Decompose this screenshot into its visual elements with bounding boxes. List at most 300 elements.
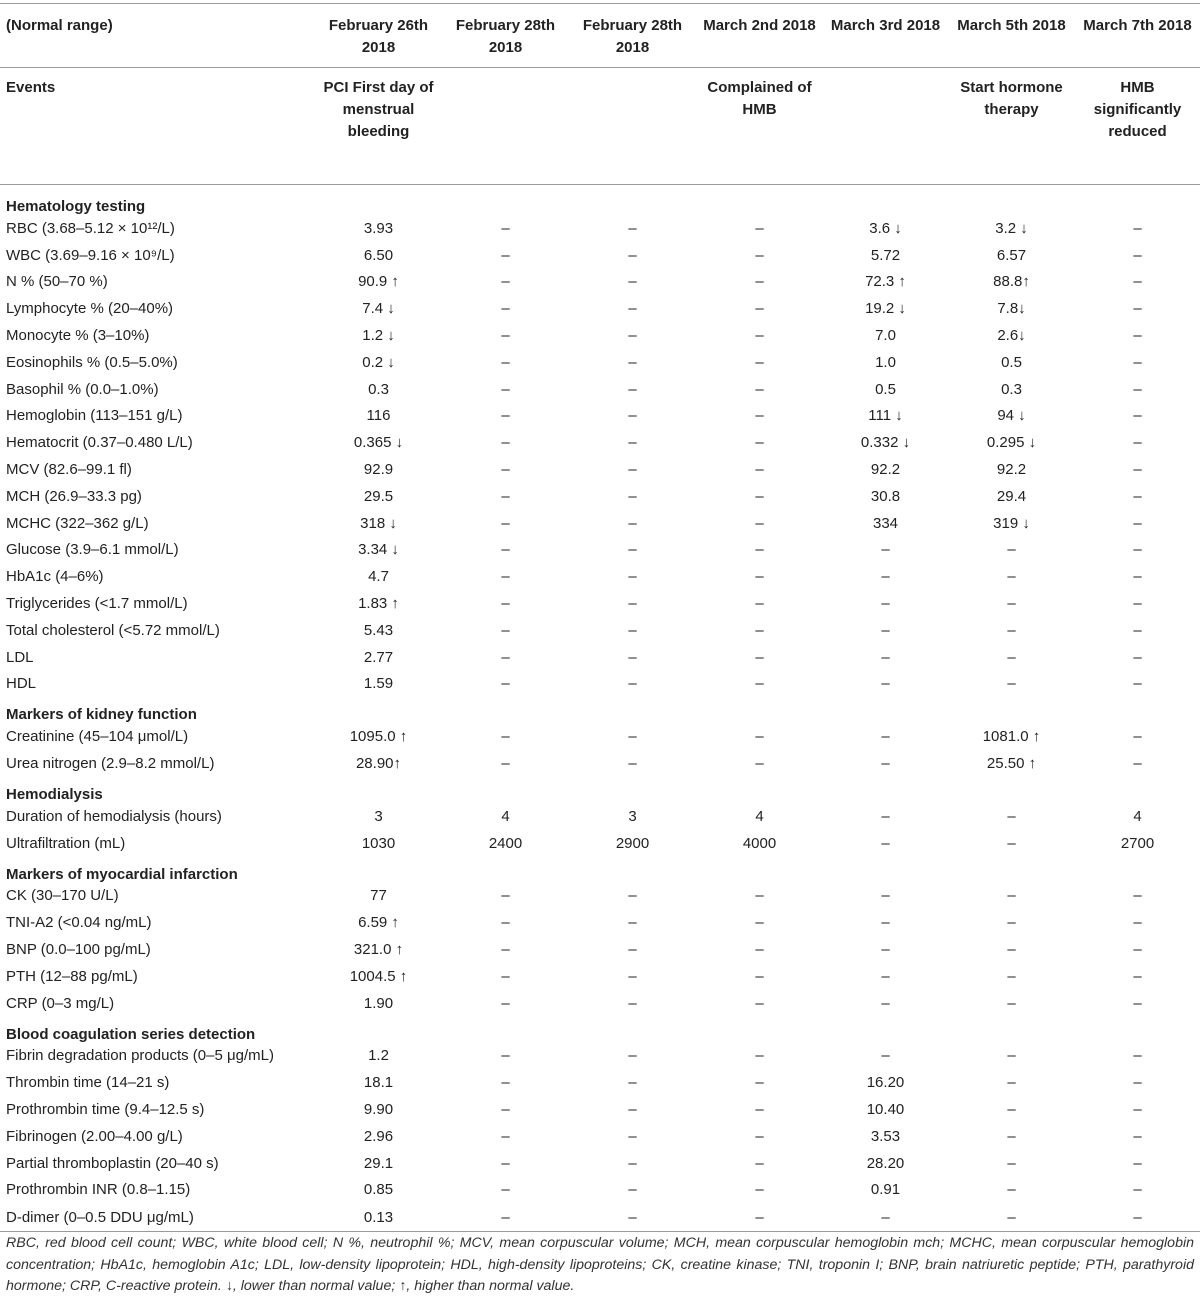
event-cell: Complained of HMB — [696, 68, 823, 185]
table-row — [0, 1096, 1200, 1123]
value-cell: – — [1007, 914, 1016, 932]
value-cell: – — [1133, 728, 1142, 746]
row-label: Triglycerides (<1.7 mmol/L) — [6, 595, 188, 613]
value-cell: – — [755, 595, 764, 613]
value-cell: 5.43 — [363, 621, 394, 639]
value-cell: – — [755, 273, 764, 291]
value-cell: – — [1007, 1047, 1016, 1065]
value-cell: 88.8↑ — [993, 273, 1030, 291]
row-label: Prothrombin time (9.4–12.5 s) — [6, 1101, 205, 1118]
value-cell: – — [628, 914, 637, 932]
value-cell: – — [696, 1203, 823, 1232]
value-cell: 111 ↓ — [868, 407, 903, 425]
value-cell: – — [628, 1047, 637, 1065]
value-cell: 0.3 — [1001, 380, 1022, 398]
row-label: HDL — [6, 675, 37, 693]
value-cell: – — [881, 755, 890, 773]
row-label: HbA1c (4–6%) — [6, 568, 104, 586]
value-cell: – — [628, 621, 637, 639]
value-cell: – — [501, 941, 510, 959]
value-cell: – — [501, 353, 510, 371]
value-cell: – — [628, 755, 637, 773]
value-cell: – — [501, 755, 510, 773]
value-cell: 1.90 — [363, 994, 394, 1012]
value-cell: – — [881, 967, 890, 985]
value-cell: 6.50 — [363, 246, 394, 264]
value-cell: 319 ↓ — [993, 514, 1030, 532]
value-cell: – — [628, 595, 637, 613]
value-cell: 0.332 ↓ — [860, 434, 911, 452]
value-cell: – — [755, 755, 764, 773]
value-cell: 18.1 — [363, 1074, 394, 1092]
value-cell: – — [1007, 1127, 1016, 1145]
value-cell: – — [881, 621, 890, 639]
value-cell: – — [755, 621, 764, 639]
value-cell: – — [1007, 887, 1016, 905]
value-cell: – — [628, 487, 637, 505]
value-cell: – — [1133, 461, 1142, 479]
value-cell: – — [628, 967, 637, 985]
value-cell: – — [628, 380, 637, 398]
value-cell: – — [501, 1047, 510, 1065]
value-cell: 0.3 — [368, 380, 389, 398]
value-cell: – — [1007, 1074, 1016, 1092]
value-cell: – — [755, 648, 764, 666]
value-cell: 30.8 — [870, 487, 901, 505]
value-cell: – — [1007, 1101, 1016, 1118]
value-cell: – — [1133, 568, 1142, 586]
value-cell: – — [1075, 1203, 1200, 1232]
value-cell: – — [501, 994, 510, 1012]
table-row — [0, 456, 1200, 483]
value-cell: 3 — [628, 807, 637, 825]
table-row — [0, 483, 1200, 510]
row-label: PTH (12–88 pg/mL) — [6, 967, 138, 985]
value-cell: – — [1133, 434, 1142, 452]
value-cell: – — [755, 300, 764, 318]
value-cell: – — [1133, 514, 1142, 532]
value-cell: – — [628, 219, 637, 237]
row-label: LDL — [6, 648, 34, 666]
value-cell: – — [1007, 675, 1016, 693]
value-cell: – — [1133, 219, 1142, 237]
value-cell: 92.9 — [363, 461, 394, 479]
value-cell: 4 — [755, 807, 764, 825]
value-cell: – — [628, 514, 637, 532]
value-cell: 3.34 ↓ — [358, 541, 399, 559]
table-row — [0, 723, 1200, 750]
value-cell: – — [1133, 621, 1142, 639]
value-cell: – — [755, 1181, 764, 1199]
value-cell: – — [755, 514, 764, 532]
table-row — [0, 1150, 1200, 1177]
value-cell: – — [501, 621, 510, 639]
value-cell: – — [755, 914, 764, 932]
row-label: Duration of hemodialysis (hours) — [6, 807, 222, 825]
value-cell: – — [1007, 648, 1016, 666]
table-row — [0, 215, 1200, 242]
value-cell: – — [1133, 1127, 1142, 1145]
value-cell: – — [1007, 967, 1016, 985]
value-cell: – — [628, 1154, 637, 1172]
table-row — [0, 510, 1200, 537]
value-cell: – — [755, 327, 764, 345]
row-label: CK (30–170 U/L) — [6, 887, 119, 905]
value-cell: – — [442, 1203, 569, 1232]
section-title: Blood coagulation series detection — [6, 1025, 256, 1043]
value-cell: – — [628, 994, 637, 1012]
value-cell: – — [755, 541, 764, 559]
value-cell: 1081.0 ↑ — [982, 728, 1041, 746]
value-cell: – — [501, 514, 510, 532]
value-cell: – — [755, 1074, 764, 1092]
value-cell: 3.53 — [870, 1127, 901, 1145]
value-cell: 77 — [370, 887, 387, 905]
value-cell: 334 — [872, 514, 899, 532]
value-cell: – — [755, 407, 764, 425]
value-cell: 2.96 — [363, 1127, 394, 1145]
value-cell: 92.2 — [870, 461, 901, 479]
row-label: Lymphocyte % (20–40%) — [6, 300, 174, 318]
value-cell: 1.2 — [368, 1047, 389, 1065]
table-row — [0, 830, 1200, 857]
value-cell: 29.5 — [363, 487, 394, 505]
table-row — [0, 429, 1200, 456]
section-title: Markers of kidney function — [6, 706, 197, 724]
value-cell: 1.83 ↑ — [358, 595, 399, 613]
value-cell: 90.9 ↑ — [358, 273, 399, 291]
value-cell: – — [501, 595, 510, 613]
value-cell: – — [501, 434, 510, 452]
row-label: WBC (3.69–9.16 × 10⁹/L) — [6, 246, 175, 264]
event-cell — [569, 68, 696, 185]
value-cell: – — [501, 967, 510, 985]
value-cell: – — [628, 1074, 637, 1092]
value-cell: – — [755, 246, 764, 264]
value-cell: – — [1133, 1047, 1142, 1065]
value-cell: – — [628, 461, 637, 479]
value-cell: – — [755, 461, 764, 479]
section-row — [0, 1017, 1200, 1043]
table-row — [0, 295, 1200, 322]
row-label: MCHC (322–362 g/L) — [6, 514, 149, 532]
value-cell: 0.5 — [875, 380, 896, 398]
value-cell: – — [1133, 595, 1142, 613]
value-cell: – — [1007, 941, 1016, 959]
value-cell: – — [501, 300, 510, 318]
table-row — [0, 242, 1200, 269]
normal-range-header: (Normal range) — [0, 4, 315, 68]
table-row — [0, 322, 1200, 349]
value-cell: – — [755, 1154, 764, 1172]
value-cell: – — [628, 648, 637, 666]
value-cell: – — [628, 327, 637, 345]
value-cell: – — [755, 967, 764, 985]
value-cell: – — [755, 1101, 764, 1118]
value-cell: – — [628, 434, 637, 452]
value-cell: 3 — [374, 807, 383, 825]
value-cell: – — [1133, 246, 1142, 264]
value-cell: 5.72 — [870, 246, 901, 264]
value-cell: – — [755, 728, 764, 746]
value-cell: 6.59 ↑ — [358, 914, 399, 932]
row-label: RBC (3.68–5.12 × 10¹²/L) — [6, 219, 175, 237]
value-cell: 1.59 — [363, 675, 394, 693]
table-row — [0, 590, 1200, 617]
value-cell: – — [628, 300, 637, 318]
value-cell: 0.91 — [870, 1181, 901, 1199]
table-row — [0, 563, 1200, 590]
row-label: Fibrinogen (2.00–4.00 g/L) — [6, 1127, 183, 1145]
row-label: BNP (0.0–100 pg/mL) — [6, 941, 151, 959]
value-cell: – — [881, 887, 890, 905]
value-cell: – — [755, 675, 764, 693]
value-cell: 1.0 — [875, 353, 896, 371]
value-cell: – — [628, 541, 637, 559]
table-row — [0, 990, 1200, 1017]
events-header: Events — [0, 68, 315, 185]
value-cell: – — [755, 1127, 764, 1145]
date-header: February 28th 2018 — [569, 4, 696, 68]
table-row — [0, 1203, 1200, 1232]
value-cell: – — [755, 434, 764, 452]
value-cell: – — [1007, 595, 1016, 613]
value-cell: – — [1007, 834, 1016, 852]
value-cell: – — [501, 648, 510, 666]
value-cell: – — [1133, 914, 1142, 932]
value-cell: – — [501, 1074, 510, 1092]
value-cell: – — [755, 568, 764, 586]
value-cell: – — [823, 1203, 948, 1232]
value-cell: – — [628, 1181, 637, 1199]
value-cell: – — [1133, 887, 1142, 905]
value-cell: – — [948, 1203, 1075, 1232]
value-cell: – — [1007, 1181, 1016, 1199]
value-cell: – — [501, 568, 510, 586]
event-cell: PCI First day of menstrual bleeding — [315, 68, 442, 185]
value-cell: 0.365 ↓ — [353, 434, 404, 452]
row-label: CRP (0–3 mg/L) — [6, 994, 115, 1012]
value-cell: – — [755, 1047, 764, 1065]
value-cell: – — [881, 648, 890, 666]
value-cell: – — [881, 994, 890, 1012]
value-cell: 28.20 — [866, 1154, 905, 1172]
value-cell: – — [501, 219, 510, 237]
value-cell: – — [628, 675, 637, 693]
value-cell: – — [501, 541, 510, 559]
row-label: Total cholesterol (<5.72 mmol/L) — [6, 621, 220, 639]
value-cell: – — [501, 380, 510, 398]
value-cell: – — [501, 914, 510, 932]
value-cell: – — [1007, 807, 1016, 825]
value-cell: 29.1 — [363, 1154, 394, 1172]
value-cell: 3.93 — [363, 219, 394, 237]
value-cell: 16.20 — [866, 1074, 905, 1092]
value-cell: – — [628, 407, 637, 425]
value-cell: – — [1133, 1074, 1142, 1092]
value-cell: – — [1133, 407, 1142, 425]
value-cell: 4.7 — [368, 568, 389, 586]
table-row — [0, 376, 1200, 403]
value-cell: 2400 — [488, 834, 523, 852]
table-row — [0, 909, 1200, 936]
table-row — [0, 403, 1200, 430]
row-label: Prothrombin INR (0.8–1.15) — [6, 1181, 191, 1199]
value-cell: – — [1007, 621, 1016, 639]
value-cell: – — [501, 273, 510, 291]
value-cell: – — [881, 834, 890, 852]
value-cell: – — [628, 941, 637, 959]
value-cell: – — [881, 914, 890, 932]
value-cell: – — [1133, 327, 1142, 345]
value-cell: 0.85 — [363, 1181, 394, 1199]
table-row — [0, 803, 1200, 830]
value-cell: – — [501, 1154, 510, 1172]
value-cell: – — [501, 675, 510, 693]
date-header: March 5th 2018 — [948, 4, 1075, 68]
row-label: Urea nitrogen (2.9–8.2 mmol/L) — [6, 755, 215, 773]
row-label: D-dimer (0–0.5 DDU μg/mL) — [0, 1203, 315, 1232]
row-label: TNI-A2 (<0.04 ng/mL) — [6, 914, 152, 932]
value-cell: 2700 — [1120, 834, 1155, 852]
row-label: Basophil % (0.0–1.0%) — [6, 380, 159, 398]
value-cell: 2900 — [615, 834, 650, 852]
date-header: February 26th 2018 — [315, 4, 442, 68]
value-cell: 92.2 — [996, 461, 1027, 479]
value-cell: – — [628, 246, 637, 264]
table-row — [0, 644, 1200, 671]
value-cell: 4000 — [742, 834, 777, 852]
value-cell: – — [501, 1181, 510, 1199]
row-label: Glucose (3.9–6.1 mmol/L) — [6, 541, 179, 559]
value-cell: 1095.0 ↑ — [349, 728, 408, 746]
value-cell: 72.3 ↑ — [865, 273, 906, 291]
value-cell: – — [501, 461, 510, 479]
section-row — [0, 777, 1200, 803]
value-cell: 1.2 ↓ — [362, 327, 395, 345]
value-cell: – — [1133, 675, 1142, 693]
table-row — [0, 349, 1200, 376]
row-label: Monocyte % (3–10%) — [6, 327, 150, 345]
value-cell: – — [881, 675, 890, 693]
value-cell: – — [1133, 994, 1142, 1012]
section-title: Markers of myocardial infarction — [6, 865, 238, 883]
value-cell: 2.6↓ — [997, 327, 1026, 345]
value-cell: – — [1133, 755, 1142, 773]
lab-results-table — [0, 3, 1200, 1232]
table-row — [0, 671, 1200, 698]
value-cell: 7.4 ↓ — [362, 300, 395, 318]
value-cell: 1030 — [361, 834, 396, 852]
value-cell: 94 ↓ — [997, 407, 1026, 425]
value-cell: – — [1133, 1101, 1142, 1118]
value-cell: 0.2 ↓ — [362, 353, 395, 371]
value-cell: – — [1007, 1154, 1016, 1172]
value-cell: – — [628, 728, 637, 746]
value-cell: 6.57 — [996, 246, 1027, 264]
header-row-events — [0, 68, 1200, 185]
value-cell: – — [1133, 300, 1142, 318]
table-footnote: RBC, red blood cell count; WBC, white blood cell; N %, neutrophil %; MCV, mean corpuscular volume; MCH, mean corpuscular hemoglobin mch; MCHC, mean corpuscular hemoglobin concentration; HbA1c, hemoglobin A1c; LDL, low-density lipoprotein; HDL, high-density lipoproteins; CK, creatine kinase; TNI, troponin I; BNP, brain natriuretic peptide; PTH, parathyroid hormone; CRP, C-reactive protein. ↓, lower than normal value; ↑, higher than normal value. — [6, 1235, 1194, 1294]
value-cell: – — [755, 353, 764, 371]
value-cell: – — [628, 568, 637, 586]
row-label: MCH (26.9–33.3 pg) — [6, 487, 142, 505]
value-cell: – — [1133, 487, 1142, 505]
value-cell: – — [501, 487, 510, 505]
value-cell: – — [1007, 994, 1016, 1012]
value-cell: – — [1133, 541, 1142, 559]
value-cell: – — [628, 273, 637, 291]
value-cell: – — [569, 1203, 696, 1232]
value-cell: – — [1133, 648, 1142, 666]
value-cell: 4 — [1133, 807, 1142, 825]
value-cell: – — [1007, 568, 1016, 586]
value-cell: – — [881, 1047, 890, 1065]
date-header: February 28th 2018 — [442, 4, 569, 68]
date-header: March 3rd 2018 — [823, 4, 948, 68]
value-cell: – — [1133, 1154, 1142, 1172]
value-cell: – — [1133, 967, 1142, 985]
value-cell: – — [881, 595, 890, 613]
value-cell: – — [501, 407, 510, 425]
value-cell: – — [881, 541, 890, 559]
value-cell: – — [755, 994, 764, 1012]
table-row — [0, 1177, 1200, 1204]
table-row — [0, 936, 1200, 963]
value-cell: – — [1007, 541, 1016, 559]
value-cell: 0.295 ↓ — [986, 434, 1037, 452]
value-cell: – — [755, 887, 764, 905]
section-title: Hemodialysis — [6, 785, 103, 803]
table-row — [0, 750, 1200, 777]
value-cell: 7.8↓ — [997, 300, 1026, 318]
value-cell: – — [501, 246, 510, 264]
value-cell: – — [628, 1101, 637, 1118]
section-row — [0, 185, 1200, 216]
value-cell: 2.77 — [363, 648, 394, 666]
value-cell: – — [1133, 941, 1142, 959]
event-cell — [442, 68, 569, 185]
value-cell: – — [1133, 353, 1142, 371]
value-cell: – — [881, 941, 890, 959]
value-cell: 29.4 — [996, 487, 1027, 505]
value-cell: 9.90 — [363, 1101, 394, 1118]
section-title: Hematology testing — [6, 198, 146, 215]
value-cell: – — [1133, 1181, 1142, 1199]
value-cell: 1004.5 ↑ — [349, 967, 408, 985]
value-cell: – — [881, 568, 890, 586]
event-cell: HMB significantly reduced — [1075, 68, 1200, 185]
value-cell: – — [501, 1101, 510, 1118]
value-cell: – — [755, 380, 764, 398]
row-label: Creatinine (45–104 μmol/L) — [6, 728, 189, 746]
table-row — [0, 537, 1200, 564]
header-row-dates — [0, 4, 1200, 68]
value-cell: – — [881, 807, 890, 825]
table-row — [0, 617, 1200, 644]
row-label: Hematocrit (0.37–0.480 L/L) — [6, 434, 193, 452]
row-label: Hemoglobin (113–151 g/L) — [6, 407, 183, 425]
value-cell: 0.5 — [1001, 353, 1022, 371]
table-row — [0, 963, 1200, 990]
value-cell: – — [881, 728, 890, 746]
table-row — [0, 1123, 1200, 1150]
value-cell: – — [501, 887, 510, 905]
value-cell: 28.90↑ — [355, 755, 402, 773]
value-cell: – — [1133, 380, 1142, 398]
value-cell: – — [501, 327, 510, 345]
value-cell: – — [755, 941, 764, 959]
